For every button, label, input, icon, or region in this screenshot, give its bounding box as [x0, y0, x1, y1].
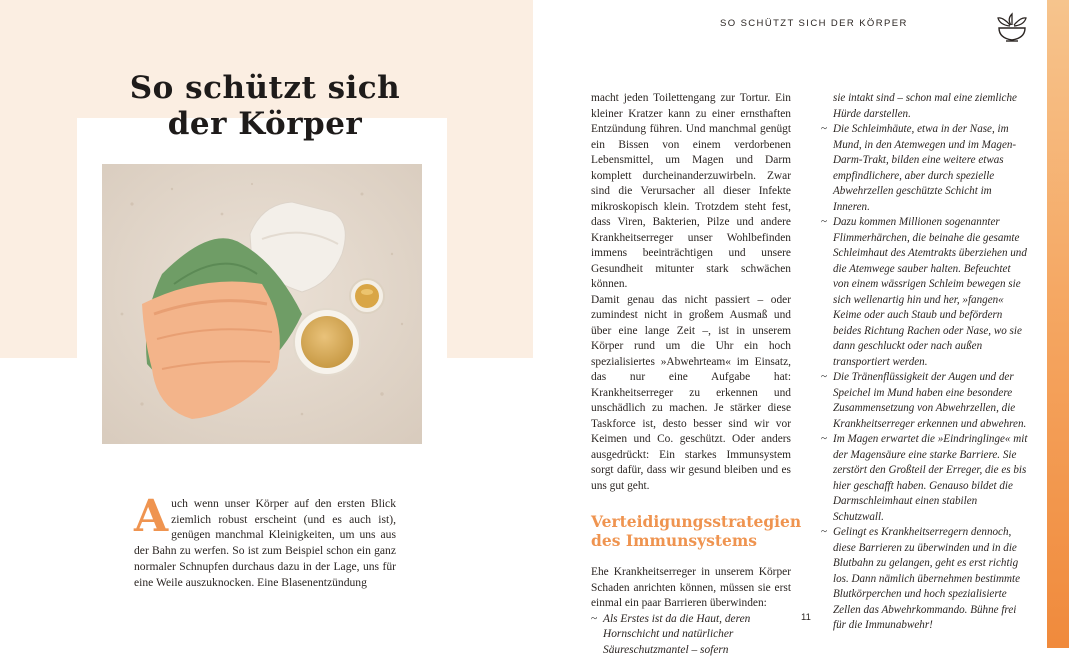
list-item-text: Gelingt es Krankheitserregern dennoch, diese Barrieren zu überwinden und in die Blutbahn zu gelangen, geht es erst richtig los. Dann nämlich übernehmen bestimmte Blutkörperchen und hoch spezialisierte Zellen das Abwehrkommando. Bühne frei für die Immunabwehr! [833, 526, 1020, 631]
list-item [821, 525, 1029, 634]
title-line-2: der Körper [100, 106, 430, 142]
page-number: 11 [801, 612, 811, 623]
intro-paragraph [134, 496, 396, 590]
list-continuation: sie intakt sind – schon mal eine ziemliche Hürde darstellen. [833, 91, 1029, 122]
body-paragraph-3: Ehe Krankheitserreger in unserem Körper Schaden anrichten können, müssen sie erst einmal ein paar Barrieren überwinden: [591, 565, 791, 612]
photo-towels-and-bowl [102, 164, 422, 444]
drop-cap: A [134, 498, 168, 536]
running-head: SO SCHÜTZT SICH DER KÖRPER [720, 18, 908, 29]
text-column-middle [591, 91, 791, 658]
list-item-text: Als Erstes ist da die Haut, deren Hornschicht und natürlicher Säureschutzmantel – sofern [603, 613, 750, 656]
list-item [821, 122, 1029, 215]
list-item [591, 612, 791, 658]
tilde-bullet: ~ [821, 525, 827, 541]
list-item [821, 432, 1029, 525]
barrier-list [821, 122, 1029, 634]
tilde-bullet: ~ [821, 370, 827, 386]
mortar-with-leaves-icon [995, 11, 1029, 45]
title-line-1: So schützt sich [100, 70, 430, 106]
tilde-bullet: ~ [591, 612, 597, 628]
barrier-list-start [591, 612, 791, 658]
section-heading-line-2: des Immunsystems [591, 531, 791, 550]
tilde-bullet: ~ [821, 432, 827, 448]
body-paragraph-2: Damit genau das nicht passiert – oder zumindest nicht in großem Ausmaß und über eine lange Zeit –, ist in unserem Körper rund um die Uhr ein hoch spezialisiertes »Abwehrteam« im Einsatz, das nur eine Aufgabe hat: Krankheitserreger zu erkennen und unschädlich zu machen. Je stärker diese Taskforce ist, desto besser sind wir vor Keimen und Co. geschützt. Oder anders ausgedrückt: Ein starkes Immunsystem sorgt dafür, dass wir gesund bleiben und es uns gut geht. [591, 293, 791, 495]
list-item [821, 215, 1029, 370]
list-item [821, 370, 1029, 432]
list-item-text: Im Magen erwartet die »Eindringlinge« mit der Magensäure eine starke Barriere. Sie zerstört den Großteil der Erreger, die es bis hier geschafft haben. Genauso bildet die Darmschleimhaut einen stabilen Schutzwall. [833, 433, 1027, 523]
text-column-right [821, 91, 1029, 634]
tilde-bullet: ~ [821, 122, 827, 138]
orange-edge-bar [1047, 0, 1069, 648]
list-item-text: Dazu kommen Millionen sogenannter Flimmerhärchen, die beinahe die gesamte Schleimhaut des Atemtrakts überziehen und die Atemwege sauber halten. Befeuchtet von einem wässrigen Schleim bewegen sie sich wellenartig hin und her, »fangen« Keime oder auch Staub und befördern beides Richtung Rachen oder Nase, wo sie dann geschluckt oder nach außen transportiert werden. [833, 216, 1027, 368]
list-item-text: Die Schleimhäute, etwa in der Nase, im Mund, in den Atemwegen und im Magen-Darm-Trakt, bilden eine weitere etwas empfindlichere, aber durch spezielle Abwehrzellen geschützte Schicht im Inneren. [833, 123, 1016, 213]
list-item-text: Die Tränenflüssigkeit der Augen und der Speichel im Mund haben eine besondere Zusammensetzung von Abwehrzellen, die Krankheitserreger erkennen und abwehren. [833, 371, 1026, 430]
body-paragraph-1: macht jeden Toilettengang zur Tortur. Ein kleiner Kratzer kann zu einer ernsthaften Entzündung führen. Und manchmal genügt ein Bissen von einem verdorbenen Lebensmittel, um Magen und Darm komplett durcheinanderzuwirbeln. Zwar sind die Verursacher all dieser Infekte mikroskopisch klein. Trotzdem steht fest, dass Viren, Bakterien, Pilze und andere Krankheitserreger unser Wohlbefinden immens beeinträchtigen und unsere Gesundheit mitunter stark schwächen können. [591, 91, 791, 293]
tilde-bullet: ~ [821, 215, 827, 231]
page-title [100, 70, 430, 142]
intro-text: uch wenn unser Körper auf den ersten Blick ziemlich robust erscheint (und es auch ist), genügen manchmal Kleinigkeiten, um uns aus der Bahn zu werfen. So ist zum Beispiel schon ein ganz normaler Schnupfen durchaus dazu in der Lage, uns für eine Weile auszuknocken. Eine Blasenentzündung [134, 496, 396, 590]
section-heading [591, 512, 791, 550]
section-heading-line-1: Verteidigungsstrategien [591, 512, 791, 531]
